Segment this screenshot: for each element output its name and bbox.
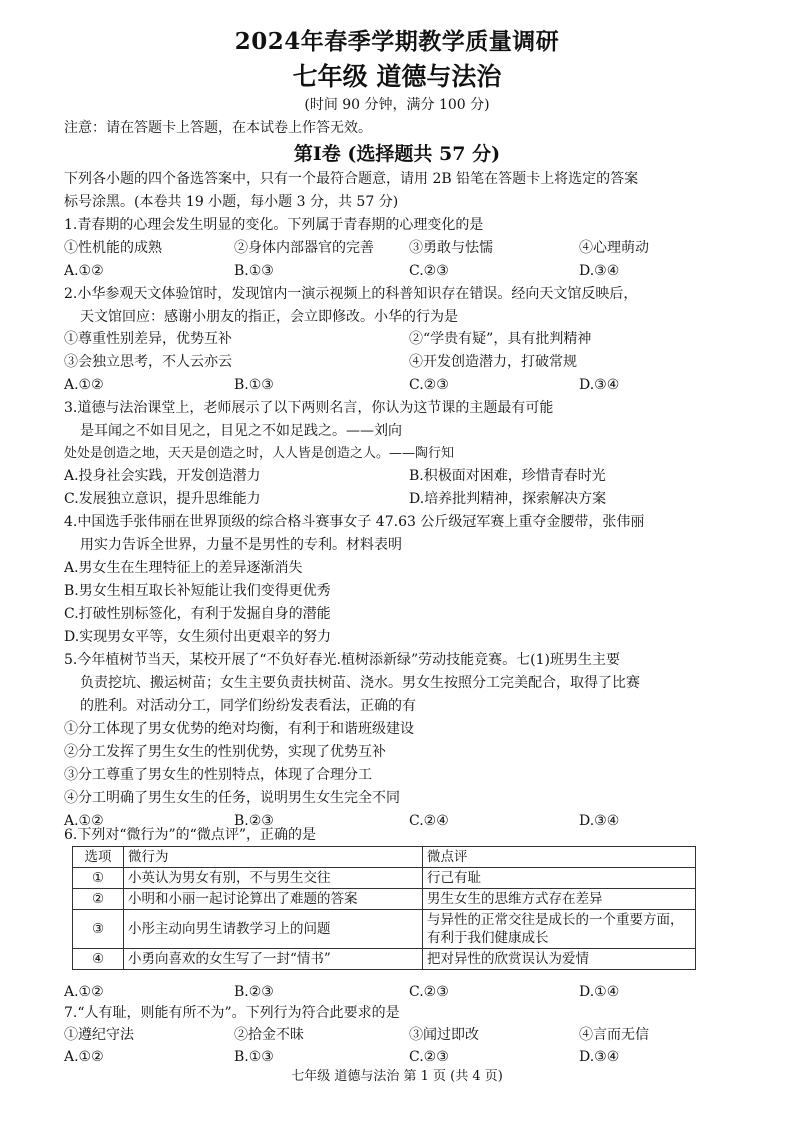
- exam-title: 2024年春季学期教学质量调研: [234, 28, 560, 55]
- q3-choice-d: D.培养批判精神，探索解决方案: [409, 491, 607, 507]
- q4-choice-b: B.男女生相互取长补短能让我们变得更优秀: [64, 583, 331, 599]
- table-cell: ②: [73, 889, 124, 910]
- q7-items: [64, 1026, 724, 1044]
- q7-item: ③闻过即改: [409, 1027, 479, 1043]
- q5-item: ③分工尊重了男女生的性别特点，体现了合理分工: [64, 767, 372, 783]
- q5-choice-a: A.①②: [64, 813, 104, 829]
- q1-choice-d: D.③④: [579, 263, 620, 279]
- exam-notice: 注意：请在答题卡上答题，在本试卷上作答无效。: [64, 120, 372, 136]
- table-cell: 把对异性的欣赏误认为爱情: [423, 949, 696, 970]
- table-cell: ①: [73, 868, 124, 889]
- table-row: [73, 910, 696, 949]
- q5-stem: 5.今年植树节当天，某校开展了“不负好春光.植树添新绿”劳动技能竞赛。七(1)班男生主要: [64, 652, 620, 668]
- q6-choices: [64, 983, 724, 1001]
- q3-choices-row1: [64, 467, 724, 485]
- q2-stem: 天文馆回应：感谢小朋友的指正，会立即修改。小华的行为是: [80, 309, 458, 325]
- exam-subject-title: 七年级 道德与法治: [292, 62, 502, 91]
- table-header: 微点评: [423, 847, 696, 868]
- table-header: 选项: [73, 847, 124, 868]
- q7-choice-b: B.①③: [234, 1049, 274, 1065]
- q6-choice-d: D.①④: [579, 984, 620, 1000]
- q7-stem: 7.“人有耻，则能有所不为”。下列行为符合此要求的是: [64, 1005, 400, 1021]
- q4-choice-d: D.实现男女平等，女生须付出更艰辛的努力: [64, 629, 332, 645]
- table-header-row: [73, 847, 696, 868]
- q2-choice-a: A.①②: [64, 377, 104, 393]
- q1-choice-b: B.①③: [234, 263, 274, 279]
- table-cell: ③: [73, 910, 124, 949]
- table-row: [73, 889, 696, 910]
- q2-item: ④开发创造潜力，打破常规: [409, 354, 577, 370]
- q7-choices: [64, 1048, 724, 1066]
- q4-stem: 用实力告诉全世界，力量不是男性的专利。材料表明: [80, 537, 402, 553]
- table-cell: ④: [73, 949, 124, 970]
- q1-choice-c: C.②③: [409, 263, 449, 279]
- q3-choice-c: C.发展独立意识，提升思维能力: [64, 491, 261, 507]
- q1-item: ②身体内部器官的完善: [234, 240, 374, 256]
- q2-item: ②“学贵有疑”，具有批判精神: [409, 331, 592, 347]
- q2-items-row1: [64, 330, 724, 348]
- section-title: 第Ⅰ卷 (选择题共 57 分): [293, 143, 501, 165]
- q1-choices: [64, 262, 724, 280]
- q3-quote: 处处是创造之地，天天是创造之时，人人皆是创造之人。——陶行知: [64, 446, 455, 461]
- q2-item: ①尊重性别差异，优势互补: [64, 331, 232, 347]
- q7-item: ①遵纪守法: [64, 1027, 134, 1043]
- table-row: [73, 868, 696, 889]
- table-row: [73, 949, 696, 970]
- q5-choice-b: B.②③: [234, 813, 274, 829]
- q3-choice-b: B.积极面对困难，珍惜青春时光: [409, 468, 606, 484]
- q2-choices: [64, 376, 724, 394]
- q3-choice-a: A.投身社会实践，开发创造潜力: [64, 468, 261, 484]
- page-footer: 七年级 道德与法治 第 1 页 (共 4 页): [291, 1069, 503, 1084]
- q2-choice-b: B.①③: [234, 377, 274, 393]
- q3-quote: 是耳闻之不如目见之，目见之不如足践之。——刘向: [80, 423, 402, 439]
- q4-stem: 4.中国选手张伟丽在世界顶级的综合格斗赛事女子 47.63 公斤级冠军赛上重夺金腰带，张伟丽: [64, 514, 645, 530]
- q6-stem: 6.下列对“微行为”的“微点评”，正确的是: [64, 827, 316, 843]
- q7-item: ④言而无信: [579, 1027, 649, 1043]
- q5-choice-d: D.③④: [579, 813, 620, 829]
- q5-item: ①分工体现了男女优势的绝对均衡，有利于和谐班级建设: [64, 721, 414, 737]
- q2-choice-c: C.②③: [409, 377, 449, 393]
- q7-item: ②拾金不昧: [234, 1027, 304, 1043]
- q6-choice-c: C.②③: [409, 984, 449, 1000]
- q5-choice-c: C.②④: [409, 813, 449, 829]
- table-cell: 小彤主动向男生请教学习上的问题: [124, 910, 423, 949]
- q5-item: ④分工明确了男生女生的任务，说明男生女生完全不同: [64, 790, 400, 806]
- q6-choice-b: B.②③: [234, 984, 274, 1000]
- q2-items-row2: [64, 353, 724, 371]
- table-cell: 与异性的正常交往是成长的一个重要方面， 有利于我们健康成长: [423, 910, 696, 949]
- q1-item: ③勇敢与怯懦: [409, 240, 493, 256]
- q3-stem: 3.道德与法治课堂上，老师展示了以下两则名言，你认为这节课的主题最有可能: [64, 400, 554, 416]
- instructions-line: 标号涂黑。(本卷共 19 小题，每小题 3 分，共 57 分): [64, 194, 399, 210]
- q6-choice-a: A.①②: [64, 984, 104, 1000]
- instructions-line: 下列各小题的四个备选答案中，只有一个最符合题意，请用 2B 铅笔在答题卡上将选定的答案: [64, 171, 639, 187]
- q5-stem: 的胜利。对活动分工，同学们纷纷发表看法，正确的有: [80, 698, 416, 714]
- q5-item: ②分工发挥了男生女生的性别优势，实现了优势互补: [64, 744, 386, 760]
- table-cell: 男生女生的思维方式存在差异: [423, 889, 696, 910]
- q7-choice-a: A.①②: [64, 1049, 104, 1065]
- q2-item: ③会独立思考，不人云亦云: [64, 354, 232, 370]
- q1-item: ④心理萌动: [579, 240, 649, 256]
- q2-choice-d: D.③④: [579, 377, 620, 393]
- q1-stem: 1.青春期的心理会发生明显的变化。下列属于青春期的心理变化的是: [64, 217, 484, 233]
- q6-table: [72, 846, 696, 970]
- q4-choice-c: C.打破性别标签化，有利于发掘自身的潜能: [64, 606, 331, 622]
- table-cell: 小英认为男女有别，不与男生交往: [124, 868, 423, 889]
- q1-item: ①性机能的成熟: [64, 240, 162, 256]
- exam-time-score: (时间 90 分钟，满分 100 分): [304, 97, 490, 113]
- q7-choice-d: D.③④: [579, 1049, 620, 1065]
- table-cell: 小勇向喜欢的女生写了一封“情书”: [124, 949, 423, 970]
- q2-stem: 2.小华参观天文体验馆时，发现馆内一演示视频上的科普知识存在错误。经向天文馆反映后，: [64, 286, 638, 302]
- q1-items: [64, 239, 724, 257]
- table-cell: 小明和小丽一起讨论算出了难题的答案: [124, 889, 423, 910]
- q3-choices-row2: [64, 490, 724, 508]
- table-header: 微行为: [124, 847, 423, 868]
- q4-choice-a: A.男女生在生理特征上的差异逐渐消失: [64, 560, 303, 576]
- q5-stem: 负责挖坑、搬运树苗；女生主要负责扶树苗、浇水。男女生按照分工完美配合，取得了比赛: [80, 675, 640, 691]
- q7-choice-c: C.②③: [409, 1049, 449, 1065]
- q1-choice-a: A.①②: [64, 263, 104, 279]
- table-cell: 行己有耻: [423, 868, 696, 889]
